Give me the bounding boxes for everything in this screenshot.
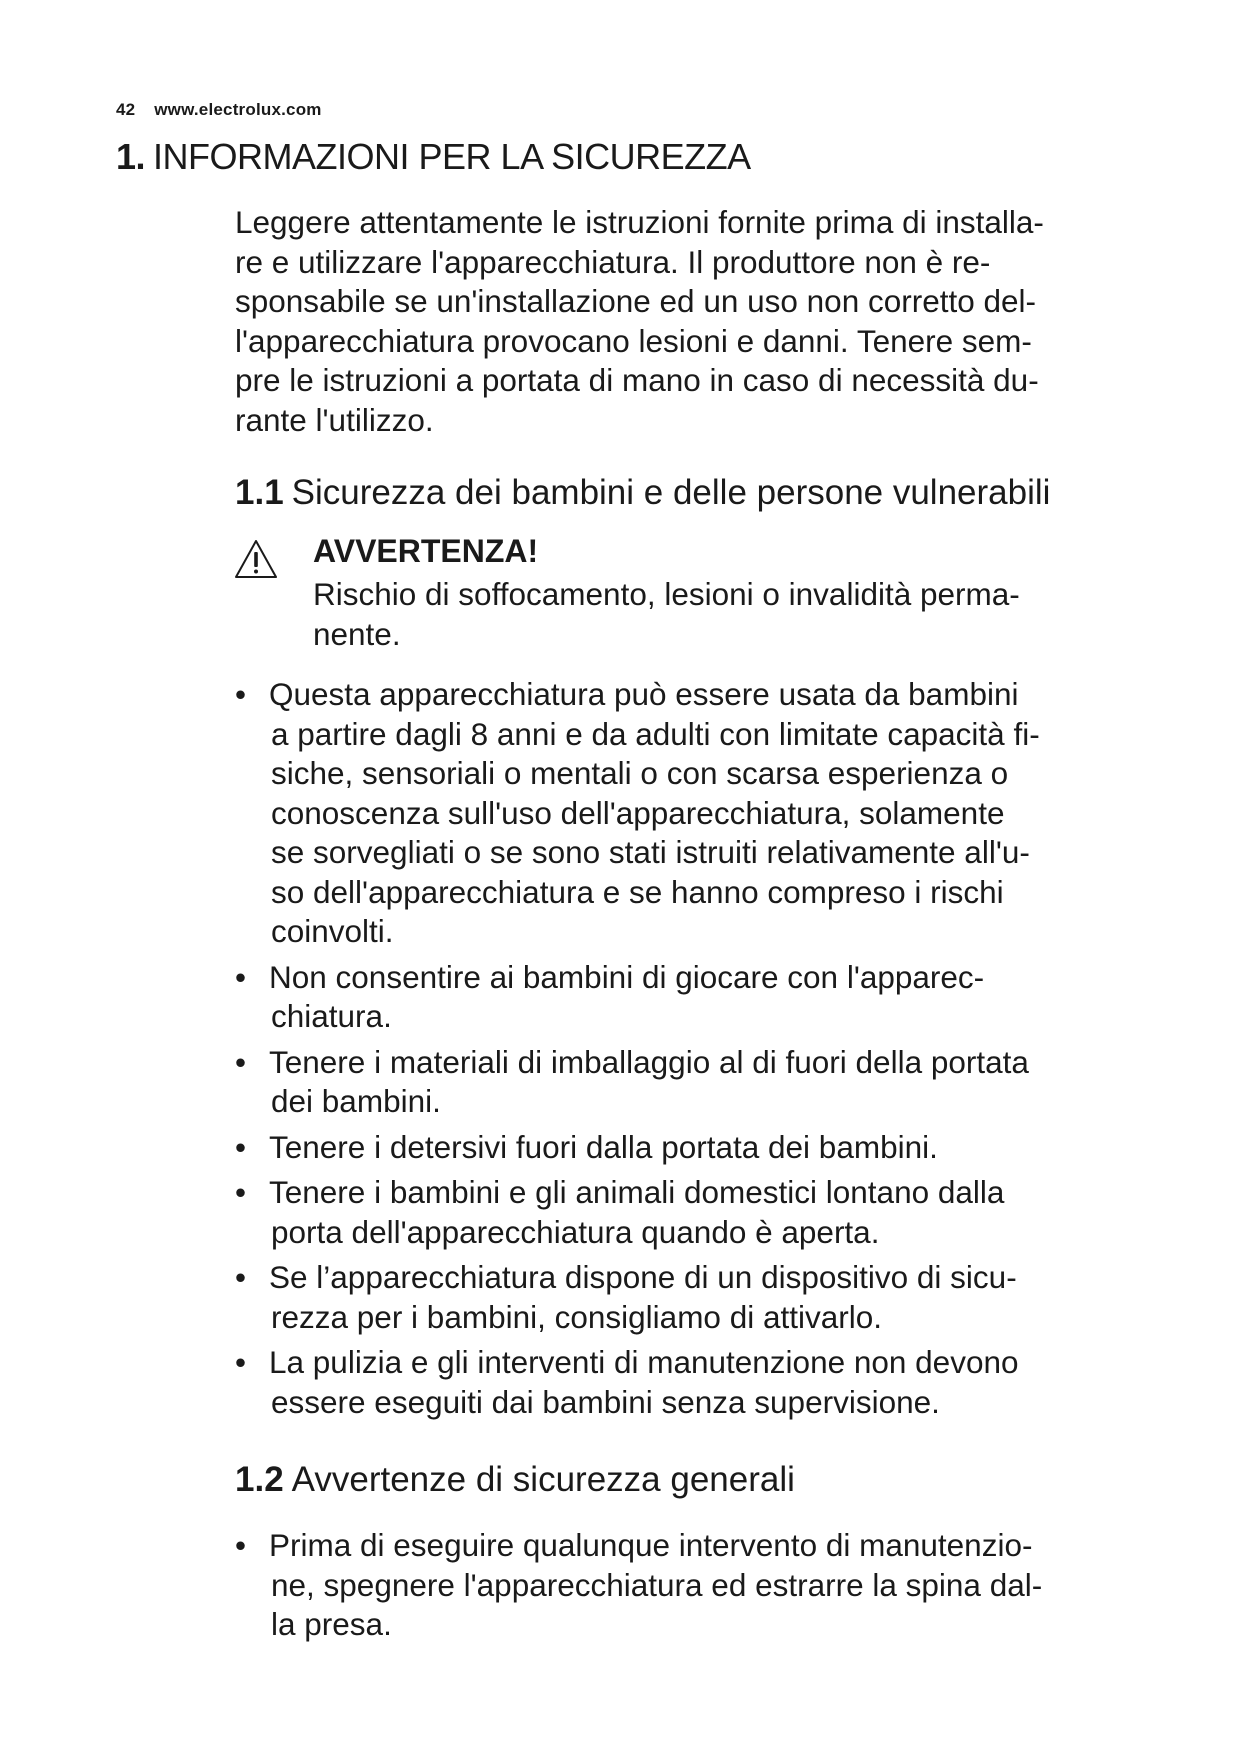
website-link[interactable]: www.electrolux.com [154,100,322,119]
list-item-line: Se l’apparecchiatura dispone di un dispositivo di sicu- [269,1259,1017,1295]
intro-line: rante l'utilizzo. [235,401,434,438]
intro-line: sponsabile se un'installazione ed un uso non corretto del- [235,283,1037,319]
list-item-line: Tenere i bambini e gli animali domestici lontano dalla [269,1174,1005,1210]
list-item [235,1043,1040,1122]
list-item-line: rezza per i bambini, consigliamo di attivarlo. [271,1298,883,1335]
list-item-line: conoscenza sull'uso dell'apparecchiatura, solamente [271,794,1005,831]
list-item-line: so dell'apparecchiatura e se hanno compreso i rischi [271,873,1004,910]
bullet-icon: • [235,1344,247,1380]
list-item-line: a partire dagli 8 anni e da adulti con limitate capacità fi- [271,715,1040,752]
section-1-2-title [235,1460,795,1500]
list-item-line: se sorvegliati o se sono stati istruiti relativamente all'u- [271,834,1030,870]
intro-line: re e utilizzare l'apparecchiatura. Il produttore non è re- [235,243,991,280]
chapter-number: 1. [116,136,146,177]
list-item [235,675,1040,952]
list-item-line: essere eseguiti dai bambini senza supervisione. [271,1383,940,1420]
list-item-line: Tenere i materiali di imballaggio al di fuori della portata [269,1043,1029,1080]
bullet-icon: • [235,1259,247,1295]
section-number: 1.2 [235,1460,284,1499]
section-title-text: Avvertenze di sicurezza generali [291,1460,795,1499]
warning-line: Rischio di soffocamento, lesioni o invalidità perma- [313,576,1020,612]
bullet-icon: • [235,958,247,995]
list-item-line: chiatura. [271,998,392,1034]
list-item [235,1173,1040,1252]
warning-title: AVVERTENZA! [313,533,539,569]
bullet-icon: • [235,1174,247,1210]
list-item [235,1343,1040,1422]
section-1-2-bullet-list [235,1526,1042,1651]
list-item-line: dei bambini. [271,1083,441,1119]
bullet-icon: • [235,1043,247,1080]
intro-line: Leggere attentamente le istruzioni fornite prima di installa- [235,204,1044,240]
list-item-line: Prima di eseguire qualunque intervento di manutenzio- [269,1527,1033,1563]
chapter-title [116,136,751,178]
list-item [235,1128,1040,1168]
intro-paragraph [235,203,1135,440]
chapter-title-text: INFORMAZIONI PER LA SICUREZZA [153,136,751,177]
list-item [235,1526,1042,1645]
list-item-line: porta dell'apparecchiatura quando è aperta. [271,1213,880,1250]
section-1-1-title [235,473,1050,513]
warning-text [313,575,1020,654]
bullet-icon: • [235,1527,247,1563]
list-item [235,958,1040,1037]
page-header [116,100,322,120]
page-number: 42 [116,100,136,119]
list-item-line: La pulizia e gli interventi di manutenzione non devono [269,1344,1019,1380]
warning-line: nente. [313,615,401,652]
list-item-line: Tenere i detersivi fuori dalla portata dei bambini. [269,1128,938,1165]
list-item [235,1258,1040,1337]
bullet-icon: • [235,676,247,712]
section-number: 1.1 [235,473,284,512]
list-item-line: la presa. [271,1606,392,1642]
warning-triangle-icon [233,538,279,580]
list-item-line: siche, sensoriali o mentali o con scarsa esperienza o [271,755,1009,791]
list-item-line: coinvolti. [271,913,394,949]
intro-line: l'apparecchiatura provocano lesioni e danni. Tenere sem- [235,322,1032,359]
list-item-line: Non consentire ai bambini di giocare con l'apparec- [269,958,985,995]
list-item-line: ne, spegnere l'apparecchiatura ed estrarre la spina dal- [271,1566,1043,1603]
list-item-line: Questa apparecchiatura può essere usata da bambini [269,676,1019,712]
section-1-1-bullet-list [235,675,1040,1428]
section-title-text: Sicurezza dei bambini e delle persone vulnerabili [291,473,1051,512]
intro-line: pre le istruzioni a portata di mano in caso di necessità du- [235,362,1039,398]
bullet-icon: • [235,1128,247,1165]
